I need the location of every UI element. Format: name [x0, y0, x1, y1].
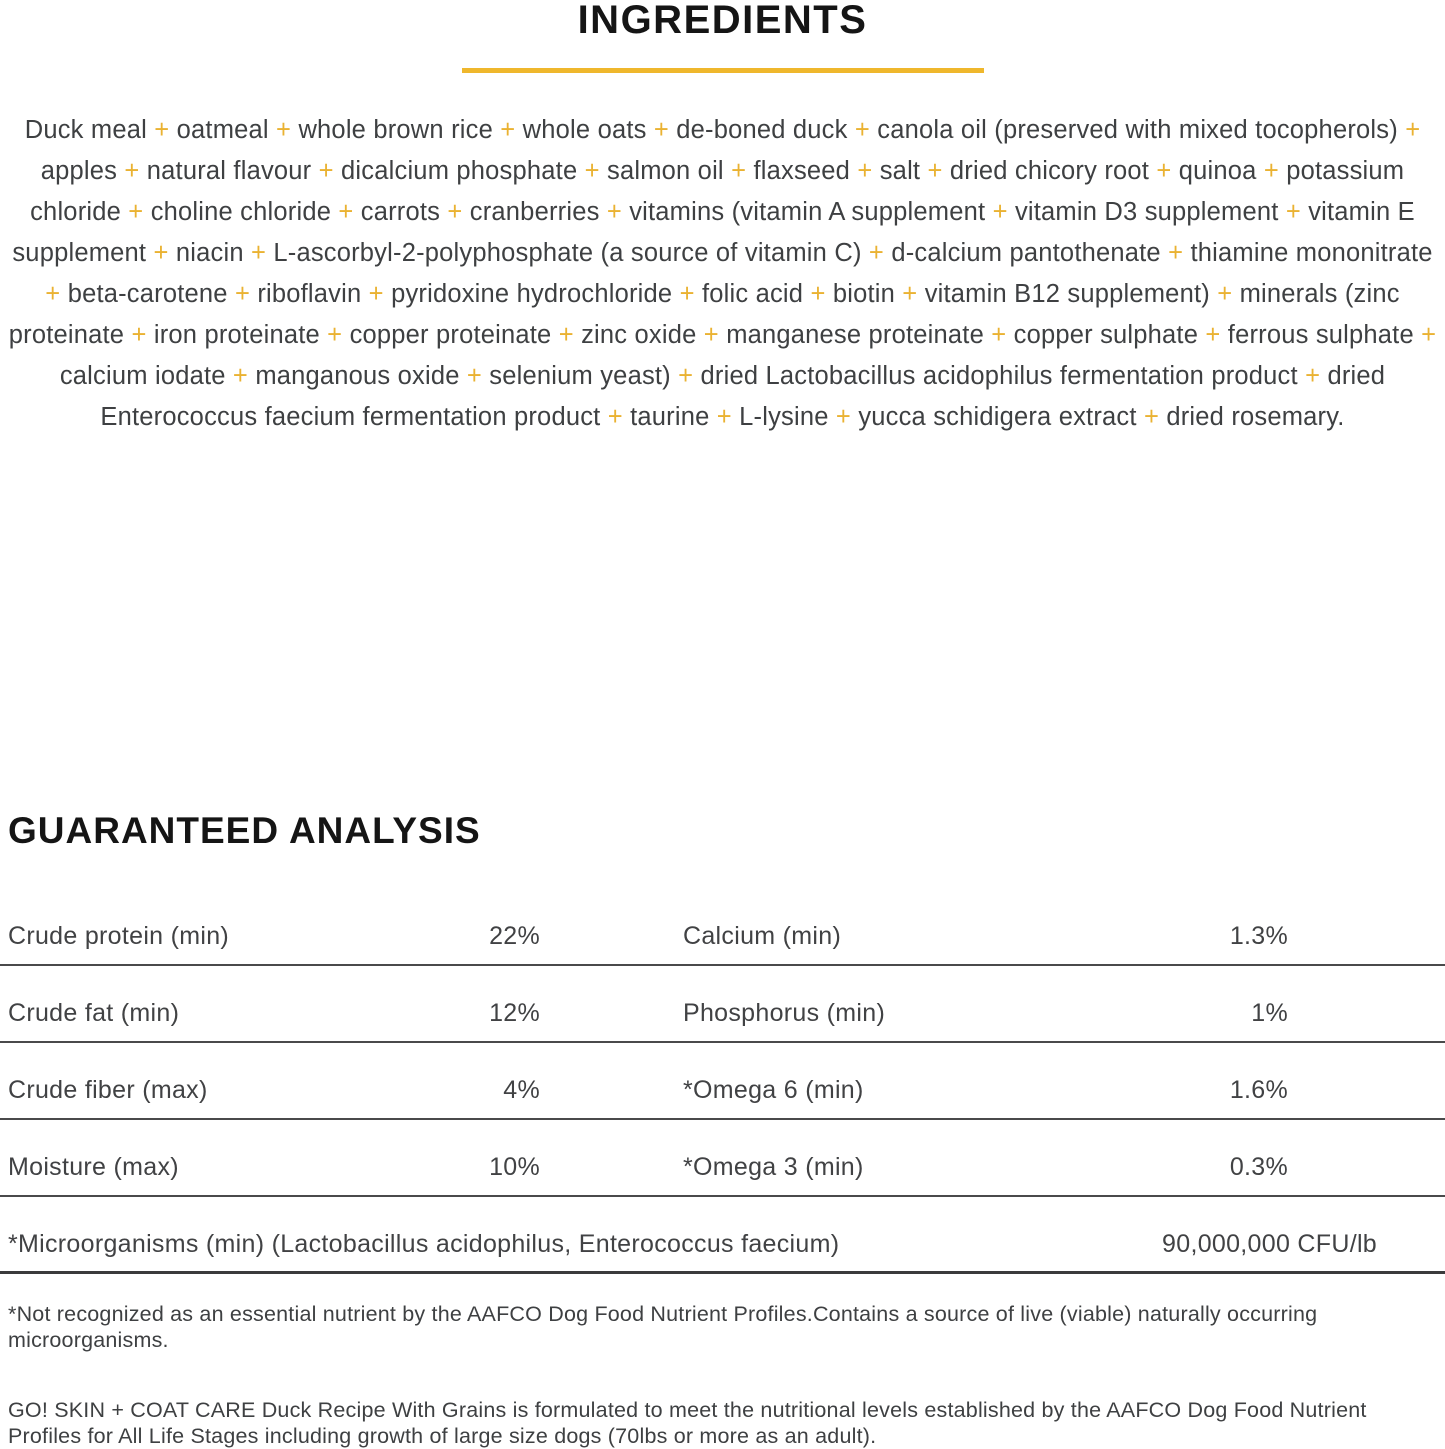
- nutrient-label: Moisture (max): [8, 1153, 179, 1181]
- plus-separator: +: [1413, 321, 1437, 349]
- plus-separator: +: [803, 280, 833, 308]
- plus-separator: +: [1256, 157, 1287, 185]
- plus-separator: +: [1297, 362, 1328, 390]
- plus-separator: +: [599, 198, 630, 226]
- plus-separator: +: [600, 403, 631, 431]
- analysis-table: [0, 889, 1445, 1274]
- ingredients-section: [0, 0, 1445, 438]
- plus-separator: +: [492, 116, 523, 144]
- plus-separator: +: [1136, 403, 1167, 431]
- nutrient-label: Crude fiber (max): [8, 1076, 208, 1104]
- plus-separator: +: [920, 157, 950, 185]
- plus-separator: +: [227, 280, 258, 308]
- plus-separator: +: [709, 403, 740, 431]
- nutrient-value: 10%: [489, 1153, 540, 1181]
- plus-separator: +: [311, 157, 342, 185]
- plus-separator: +: [670, 362, 701, 390]
- aafco-statement: GO! SKIN + COAT CARE Duck Recipe With Grains is formulated to meet the nutritional levels established by the AAFCO Dog Food Nutrient Profiles for All Life Stages including growth of large size dogs (70lbs or more as an adult).: [8, 1398, 1367, 1448]
- analysis-rows: [0, 889, 1445, 1197]
- plus-separator: +: [146, 116, 177, 144]
- plus-separator: +: [895, 280, 925, 308]
- plus-separator: +: [551, 321, 582, 349]
- plus-separator: +: [828, 403, 859, 431]
- plus-separator: +: [1160, 239, 1191, 267]
- plus-separator: +: [1149, 157, 1179, 185]
- plus-separator: +: [672, 280, 702, 308]
- plus-separator: +: [440, 198, 470, 226]
- plus-separator: +: [225, 362, 256, 390]
- plus-separator: +: [861, 239, 892, 267]
- nutrient-value: 12%: [489, 999, 540, 1027]
- plus-separator: +: [696, 321, 727, 349]
- plus-separator: +: [1278, 198, 1309, 226]
- plus-separator: +: [1198, 321, 1228, 349]
- plus-separator: +: [319, 321, 350, 349]
- ingredients-underline: [462, 68, 984, 73]
- plus-separator: +: [361, 280, 392, 308]
- plus-separator: +: [1209, 280, 1240, 308]
- plus-separator: +: [243, 239, 274, 267]
- analysis-table-row: [0, 889, 1445, 966]
- plus-separator: +: [124, 321, 154, 349]
- nutrient-value: 1%: [1251, 999, 1288, 1027]
- plus-separator: +: [850, 157, 880, 185]
- ingredients-text: Duck meal + oatmeal + whole brown rice + whole oats + de-boned duck + canola oil (preserved with mixed tocopherols) + apples + natural flavour + dicalcium phosphate + salmon oil + flaxseed + salt + dried chicory root + quinoa + potassium chloride + choline chloride + carrots + cranberries + vitamins (vitamin A supplement + vitamin D3 supplement + vitamin E supplement + niacin + L-ascorbyl-2-polyphosphate (a source of vitamin C) + d-calcium pantothenate + thiamine mononitrate + beta-carotene + riboflavin + pyridoxine hydrochloride + folic acid + biotin + vitamin B12 supplement) + minerals (zinc proteinate + iron proteinate + copper proteinate + zinc oxide + manganese proteinate + copper sulphate + ferrous sulphate + calcium iodate + manganous oxide + selenium yeast) + dried Lactobacillus acidophilus fermentation product + dried Enterococcus faecium fermentation product + taurine + L-lysine + yucca schidigera extract + dried rosemary.: [8, 116, 1437, 431]
- nutrient-value: 1.3%: [1229, 922, 1288, 950]
- guaranteed-analysis-title: GUARANTEED ANALYSIS: [8, 810, 481, 851]
- microorganisms-value: 90,000,000 CFU/lb: [1162, 1229, 1377, 1258]
- nutrient-label: Phosphorus (min): [683, 999, 886, 1027]
- plus-separator: +: [146, 239, 176, 267]
- nutrient-label: Crude fat (min): [8, 999, 180, 1027]
- plus-separator: +: [459, 362, 490, 390]
- plus-separator: +: [646, 116, 677, 144]
- nutrient-label: *Omega 3 (min): [683, 1153, 864, 1181]
- plus-separator: +: [331, 198, 361, 226]
- microorganisms-label: *Microorganisms (min) (Lactobacillus acidophilus, Enterococcus faecium): [8, 1229, 840, 1258]
- analysis-table-row: [0, 1120, 1445, 1197]
- analysis-table-row: [0, 1043, 1445, 1120]
- microorganisms-row: [0, 1197, 1445, 1274]
- nutrient-label: Calcium (min): [683, 922, 842, 950]
- plus-separator: +: [983, 321, 1014, 349]
- nutrient-value: 0.3%: [1229, 1153, 1288, 1181]
- plus-separator: +: [847, 116, 878, 144]
- plus-separator: +: [117, 157, 147, 185]
- analysis-table-row: [0, 966, 1445, 1043]
- guaranteed-analysis-section: [0, 812, 1445, 1449]
- plus-separator: +: [121, 198, 151, 226]
- nutrient-value: 4%: [503, 1076, 540, 1104]
- plus-separator: +: [268, 116, 299, 144]
- nutrient-label: Crude protein (min): [8, 922, 230, 950]
- analysis-footnote: *Not recognized as an essential nutrient by the AAFCO Dog Food Nutrient Profiles.Contains a source of live (viable) naturally occurring microorganisms.: [8, 1302, 1318, 1352]
- ingredients-title: INGREDIENTS: [577, 0, 868, 42]
- plus-separator: +: [45, 280, 68, 308]
- nutrient-value: 1.6%: [1229, 1076, 1288, 1104]
- nutrient-label: *Omega 6 (min): [683, 1076, 864, 1104]
- plus-separator: +: [723, 157, 754, 185]
- plus-separator: +: [1397, 116, 1421, 144]
- plus-separator: +: [985, 198, 1015, 226]
- nutrient-value: 22%: [489, 922, 540, 950]
- plus-separator: +: [577, 157, 607, 185]
